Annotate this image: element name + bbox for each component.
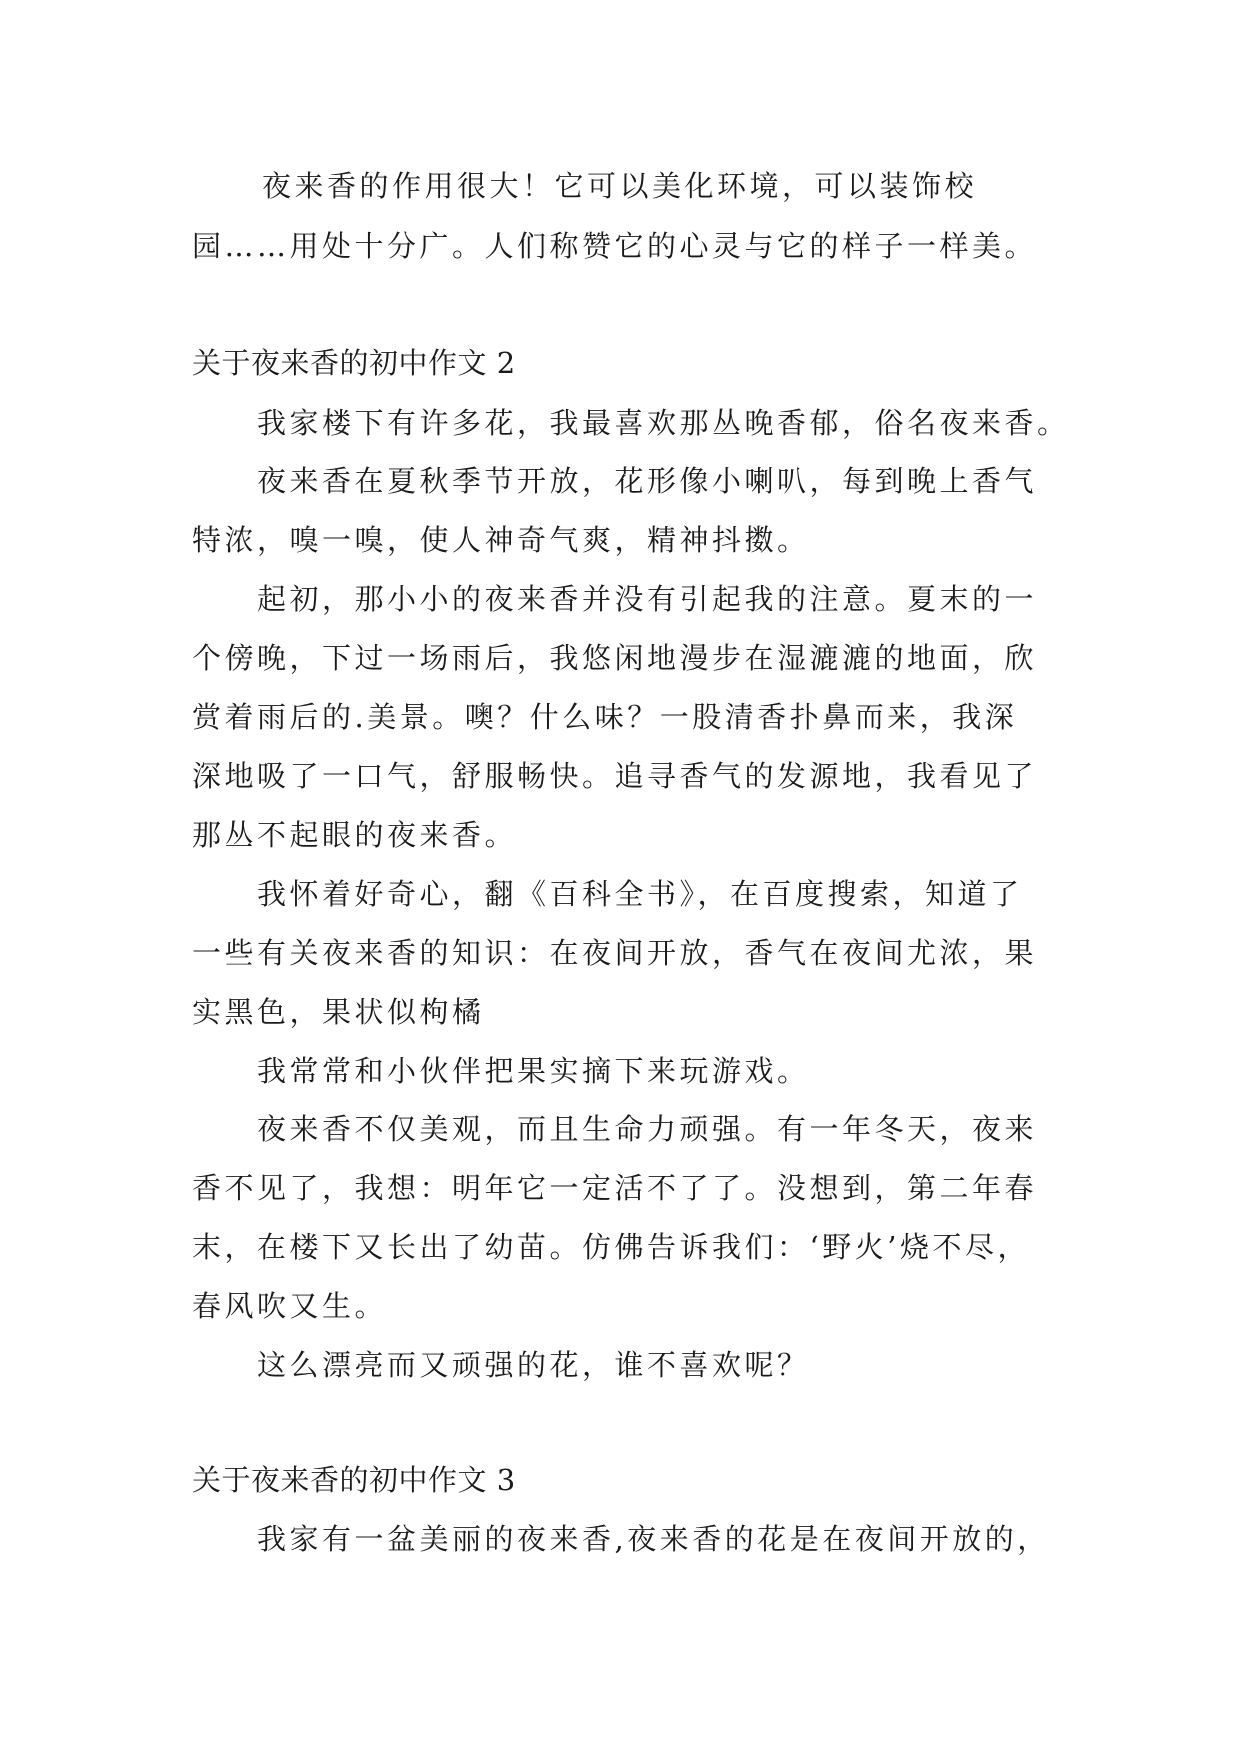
paragraph-line: 这么漂亮而又顽强的花，谁不喜欢呢？ [257,1348,810,1382]
paragraph-line: 春风吹又生。 [192,1289,388,1323]
paragraph-line: 我怀着好奇心，翻《百科全书》，在百度搜索，知道了 [257,877,1023,911]
paragraph-line: 园……用处十分广。人们称赞它的心灵与它的样子一样美。 [192,229,1038,263]
paragraph-line: 夜来香在夏秋季节开放，花形像小喇叭，每到晚上香气 [257,464,1038,498]
paragraph-line: 个傍晚，下过一场雨后，我悠闲地漫步在湿漉漉的地面，欣 [192,641,1038,675]
paragraph-line: 特浓，嗅一嗅，使人神奇气爽，精神抖擞。 [192,523,810,557]
section-heading: 关于夜来香的初中作文 2 [192,346,516,380]
paragraph-line: 我家楼下有许多花，我最喜欢那丛晚香郁，俗名夜来香。 [257,406,1070,440]
paragraph-line: 起初，那小小的夜来香并没有引起我的注意。夏末的一 [257,582,1038,616]
paragraph-line: 我常常和小伙伴把果实摘下来玩游戏。 [257,1054,810,1088]
paragraph-line: 末，在楼下又长出了幼苗。仿佛告诉我们：‘野火’烧不尽， [192,1230,1030,1264]
paragraph-line: 实黑色，果状似枸橘 [192,995,485,1029]
paragraph-line: 赏着雨后的.美景。噢？什么味？一股清香扑鼻而来，我深 [192,700,1018,734]
section-heading: 关于夜来香的初中作文 3 [192,1463,516,1497]
paragraph-line: 夜来香不仅美观，而且生命力顽强。有一年冬天，夜来 [257,1112,1038,1146]
paragraph-line: 深地吸了一口气，舒服畅快。追寻香气的发源地，我看见了 [192,759,1038,793]
paragraph-line: 那丛不起眼的夜来香。 [192,818,518,852]
paragraph-line: 夜来香的作用很大！它可以美化环境，可以装饰校 [262,169,978,203]
paragraph-line: 香不见了，我想：明年它一定活不了了。没想到，第二年春 [192,1171,1038,1205]
paragraph-line: 我家有一盆美丽的夜来香,夜来香的花是在夜间开放的， [257,1522,1050,1556]
paragraph-line: 一些有关夜来香的知识：在夜间开放，香气在夜间尤浓，果 [192,936,1038,970]
